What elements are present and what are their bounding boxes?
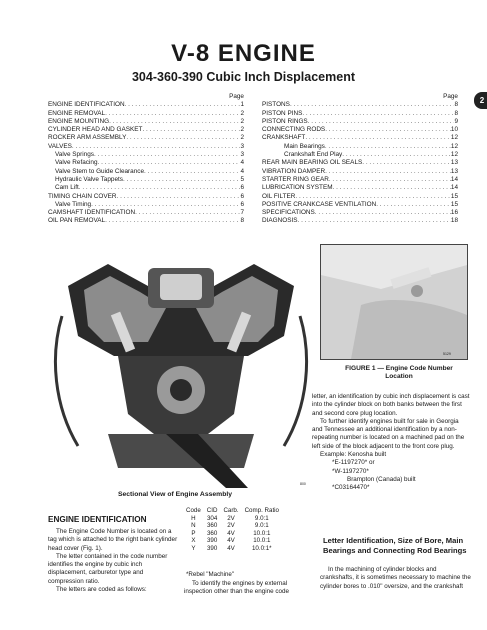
toc-item-label: LUBRICATION SYSTEM bbox=[262, 184, 333, 192]
paragraph: *E-1197270* or bbox=[332, 459, 375, 467]
toc-item-label: Main Bearings bbox=[284, 142, 325, 150]
toc-item bbox=[48, 118, 244, 126]
toc-item-page: 15 bbox=[450, 200, 458, 208]
table-cell: 390 bbox=[206, 537, 218, 545]
figure-code: 800 bbox=[300, 482, 306, 486]
toc-leader-dots bbox=[105, 217, 240, 225]
figure-caption: Sectional View of Engine Assembly bbox=[117, 491, 233, 498]
toc-leader-dots bbox=[329, 176, 451, 184]
toc-item-page: 9 bbox=[454, 117, 458, 125]
toc-item-page: 14 bbox=[450, 184, 458, 192]
table-cell: 390 bbox=[206, 544, 218, 552]
toc-item bbox=[48, 176, 244, 184]
table-cell: 10.0:1 bbox=[253, 537, 271, 545]
toc-item-page: 2 bbox=[240, 126, 244, 134]
toc-item bbox=[48, 143, 244, 151]
toc-item-label: DIAGNOSIS bbox=[262, 217, 298, 225]
table-cell: N bbox=[191, 522, 196, 530]
engine-identification-text bbox=[48, 528, 180, 594]
toc-item-page: 12 bbox=[450, 142, 458, 150]
toc-page-header: Page bbox=[229, 93, 244, 100]
table-cell: Y bbox=[191, 544, 196, 552]
paragraph: The letter contained in the code number identifies the engine by cubic inch displacement, carburetor type and compression ratio. bbox=[48, 552, 168, 585]
toc-leader-dots bbox=[98, 159, 241, 167]
paragraph: The Engine Code Number is located on a tag which is attached to the right bank cylinder head cover (Fig. 1). bbox=[48, 528, 178, 552]
toc-item-label: PISTON RINGS bbox=[262, 117, 308, 125]
toc-item-label: CAMSHAFT IDENTIFICATION bbox=[48, 209, 136, 217]
toc-item-label: VALVES bbox=[48, 142, 72, 150]
toc-item-page: 8 bbox=[454, 101, 458, 109]
toc-leader-dots bbox=[105, 110, 240, 118]
toc-item bbox=[48, 193, 244, 201]
toc-leader-dots bbox=[325, 126, 451, 134]
column-header-code: Code bbox=[186, 507, 201, 514]
toc-item bbox=[48, 126, 244, 134]
toc-item bbox=[262, 209, 458, 217]
column-header-cid: CID bbox=[206, 507, 218, 514]
toc-item bbox=[262, 126, 458, 134]
figure-1-caption: FIGURE 1 — Engine Code Number Location bbox=[345, 365, 453, 380]
table-row bbox=[186, 515, 285, 523]
toc-item-label: Valve Springs bbox=[55, 151, 94, 159]
toc-item-page: 1 bbox=[240, 101, 244, 109]
toc-item bbox=[262, 217, 458, 225]
table-cell: H bbox=[191, 514, 196, 522]
toc-item-label: Cam Lift bbox=[55, 184, 79, 192]
toc-leader-dots bbox=[302, 110, 454, 118]
toc-item bbox=[48, 217, 244, 225]
table-cell: 360 bbox=[206, 529, 218, 537]
toc-leader-dots bbox=[94, 151, 240, 159]
toc-item bbox=[48, 201, 244, 209]
toc-leader-dots bbox=[308, 118, 455, 126]
paragraph: letter, an identification by cubic inch displacement is cast into the cylinder block on both banks between the first and second core plug location. bbox=[312, 393, 470, 417]
toc-leader-dots bbox=[362, 159, 451, 167]
table-cell: 9.0:1 bbox=[254, 514, 269, 522]
toc-item-page: 16 bbox=[450, 209, 458, 217]
paragraph: *C03164470* bbox=[332, 484, 370, 492]
section-title-engine-identification: ENGINE IDENTIFICATION bbox=[48, 515, 147, 524]
toc-item bbox=[262, 151, 458, 159]
toc-item-label: STARTER RING GEAR bbox=[262, 175, 329, 183]
toc-leader-dots bbox=[123, 176, 240, 184]
toc-leader-dots bbox=[72, 143, 241, 151]
toc-item bbox=[262, 110, 458, 118]
column-header-comp-ratio: Comp. Ratio bbox=[244, 507, 279, 514]
toc-item-label: ENGINE IDENTIFICATION bbox=[48, 101, 125, 109]
paragraph: Brampton (Canada) built bbox=[347, 475, 416, 483]
toc-item-label: ROCKER ARM ASSEMBLY bbox=[48, 134, 127, 142]
toc-leader-dots bbox=[342, 151, 451, 159]
toc-item bbox=[48, 101, 244, 109]
toc-item-label: OIL PAN REMOVAL bbox=[48, 217, 106, 225]
toc-item-page: 15 bbox=[450, 192, 458, 200]
toc-item-label: Valve Stem to Guide Clearance bbox=[55, 167, 145, 175]
paragraph: Example: Kenosha built bbox=[320, 451, 387, 459]
toc-item-page: 5 bbox=[240, 175, 244, 183]
toc-leader-dots bbox=[79, 184, 241, 192]
table-row bbox=[186, 537, 285, 545]
toc-item bbox=[48, 168, 244, 176]
toc-leader-dots bbox=[315, 209, 451, 217]
toc-item-label: PISTON PINS bbox=[262, 109, 303, 117]
toc-item bbox=[262, 184, 458, 192]
table-cell: 4V bbox=[227, 537, 235, 545]
table-footnote: *Rebel "Machine" bbox=[186, 571, 235, 578]
toc-item-label: Crankshaft End Play bbox=[284, 151, 343, 159]
toc-leader-dots bbox=[91, 201, 240, 209]
page-title: V-8 ENGINE bbox=[171, 40, 316, 67]
table-of-contents-left bbox=[48, 93, 244, 226]
toc-item-page: 18 bbox=[450, 217, 458, 225]
toc-leader-dots bbox=[295, 193, 451, 201]
toc-item-page: 8 bbox=[454, 109, 458, 117]
engine-code-photo-image bbox=[321, 245, 467, 359]
toc-item bbox=[48, 209, 244, 217]
toc-item bbox=[48, 110, 244, 118]
toc-leader-dots bbox=[142, 126, 240, 134]
toc-item-label: CYLINDER HEAD AND GASKET bbox=[48, 126, 143, 134]
toc-item-label: SPECIFICATIONS bbox=[262, 209, 315, 217]
toc-item bbox=[262, 168, 458, 176]
paragraph: To further identify engines built for sale in Georgia and Tennessee an additional identification by a non-repeating number is located on a machined pad on the left side of the block adjacent to the front core plug. bbox=[312, 417, 465, 450]
toc-leader-dots bbox=[333, 184, 451, 192]
table-cell: 10.0:1 bbox=[253, 529, 271, 537]
toc-item bbox=[262, 176, 458, 184]
toc-leader-dots bbox=[325, 168, 451, 176]
toc-leader-dots bbox=[125, 101, 241, 109]
toc-leader-dots bbox=[290, 101, 455, 109]
table-cell: 4V bbox=[227, 529, 235, 537]
toc-leader-dots bbox=[117, 193, 241, 201]
engine-code-photo bbox=[320, 244, 468, 360]
toc-item-label: CONNECTING RODS bbox=[262, 126, 326, 134]
toc-item-label: Hydraulic Valve Tappets bbox=[55, 175, 123, 183]
table-cell: P bbox=[191, 529, 196, 537]
toc-item-page: 3 bbox=[240, 151, 244, 159]
toc-item-page: 4 bbox=[240, 167, 244, 175]
toc-item-page: 2 bbox=[240, 109, 244, 117]
section-tab: 2 bbox=[474, 92, 487, 109]
toc-leader-dots bbox=[144, 168, 240, 176]
paragraph: To identify the engines by external inspection other than the engine code bbox=[184, 580, 290, 596]
paragraph: The letters are coded as follows: bbox=[56, 586, 147, 594]
table-cell: X bbox=[191, 537, 196, 545]
toc-item-label: PISTONS bbox=[262, 101, 290, 109]
paragraph: *W-1197270* bbox=[332, 467, 369, 475]
toc-item-page: 13 bbox=[450, 167, 458, 175]
toc-item bbox=[262, 101, 458, 109]
toc-item bbox=[262, 143, 458, 151]
table-cell: 2V bbox=[227, 522, 235, 530]
table-row bbox=[186, 545, 285, 553]
toc-leader-dots bbox=[126, 134, 240, 142]
table-cell: 2V bbox=[227, 514, 235, 522]
identification-continued-text bbox=[312, 393, 470, 493]
toc-item bbox=[48, 151, 244, 159]
toc-item bbox=[262, 201, 458, 209]
toc-item-label: OIL FILTER bbox=[262, 192, 296, 200]
toc-item-page: 3 bbox=[240, 142, 244, 150]
toc-item-label: Valve Refacing bbox=[55, 159, 98, 167]
toc-item-label: VIBRATION DAMPER bbox=[262, 167, 326, 175]
toc-item-page: 12 bbox=[450, 134, 458, 142]
toc-item bbox=[48, 184, 244, 192]
table-cell: 9.0:1 bbox=[254, 522, 269, 530]
table-cell: 4V bbox=[227, 544, 235, 552]
toc-leader-dots bbox=[135, 209, 240, 217]
table-of-contents-right bbox=[262, 93, 458, 226]
toc-item bbox=[262, 118, 458, 126]
external-identification-text bbox=[184, 580, 314, 597]
section-title-letter-identification: Letter Identification, Size of Bore, Main Bearings and Connecting Rod Bearings bbox=[323, 536, 467, 555]
page-subtitle: 304-360-390 Cubic Inch Displacement bbox=[131, 70, 355, 84]
toc-item-label: ENGINE REMOVAL bbox=[48, 109, 106, 117]
toc-item bbox=[48, 134, 244, 142]
table-header-row bbox=[186, 507, 285, 515]
toc-item-label: ENGINE MOUNTING bbox=[48, 117, 110, 125]
toc-item bbox=[262, 193, 458, 201]
toc-item bbox=[262, 134, 458, 142]
toc-item-label: POSITIVE CRANKCASE VENTILATION bbox=[262, 200, 377, 208]
toc-item-page: 6 bbox=[240, 192, 244, 200]
toc-leader-dots bbox=[305, 134, 451, 142]
toc-item-page: 10 bbox=[450, 126, 458, 134]
toc-page-header: Page bbox=[443, 93, 458, 100]
toc-leader-dots bbox=[298, 217, 451, 225]
engine-code-table bbox=[186, 507, 285, 553]
toc-item-page: 8 bbox=[240, 217, 244, 225]
table-cell: 304 bbox=[206, 514, 218, 522]
toc-item bbox=[262, 159, 458, 167]
table-row bbox=[186, 522, 285, 530]
toc-item-page: 2 bbox=[240, 117, 244, 125]
toc-item-page: 14 bbox=[450, 175, 458, 183]
paragraph: In the machining of cylinder blocks and crankshafts, it is sometimes necessary to machine the cylinder bores to .010" oversize, and the crankshaft bbox=[320, 566, 471, 590]
toc-item-label: TIMING CHAIN COVER bbox=[48, 192, 117, 200]
engine-sectional-illustration bbox=[48, 256, 314, 488]
letter-identification-text bbox=[320, 566, 472, 591]
toc-item bbox=[48, 159, 244, 167]
table-cell: 360 bbox=[206, 522, 218, 530]
toc-item-label: CRANKSHAFT bbox=[262, 134, 306, 142]
table-cell: 10.0:1* bbox=[251, 544, 272, 552]
toc-item-page: 7 bbox=[240, 209, 244, 217]
toc-item-page: 13 bbox=[450, 159, 458, 167]
photo-code: 5129 bbox=[443, 352, 451, 356]
toc-item-page: 12 bbox=[450, 151, 458, 159]
toc-item-page: 2 bbox=[240, 134, 244, 142]
toc-item-page: 4 bbox=[240, 159, 244, 167]
toc-leader-dots bbox=[325, 143, 451, 151]
toc-item-page: 6 bbox=[240, 184, 244, 192]
toc-leader-dots bbox=[376, 201, 451, 209]
toc-item-page: 6 bbox=[240, 200, 244, 208]
column-header-carb: Carb. bbox=[223, 507, 239, 514]
table-row bbox=[186, 530, 285, 538]
toc-item-label: REAR MAIN BEARING OIL SEALS bbox=[262, 159, 363, 167]
toc-item-label: Valve Timing bbox=[55, 200, 92, 208]
engine-drawing bbox=[48, 256, 314, 488]
toc-leader-dots bbox=[109, 118, 240, 126]
